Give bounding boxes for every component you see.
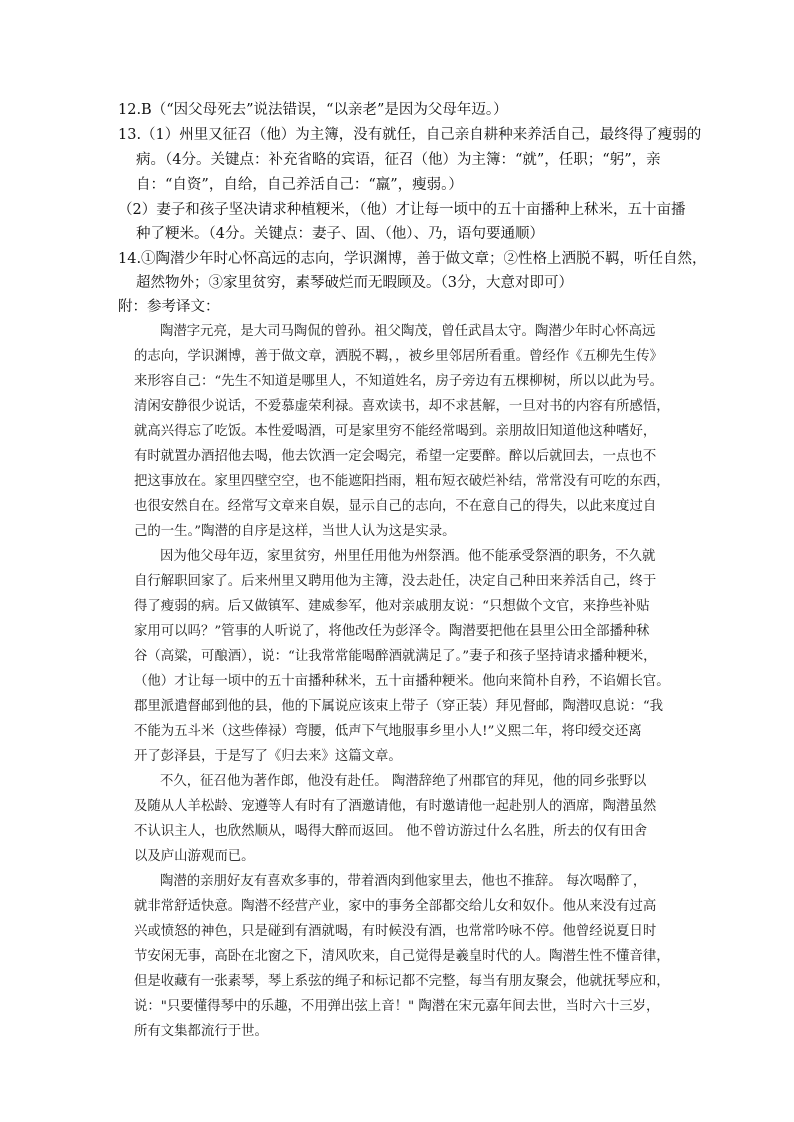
translation-line: 不认识主人，也欣然顺从，喝得大醉而返回。 他不曾访游过什么名胜，所去的仅有田舍 (134, 824, 648, 839)
translation-heading: 附：参考译文： (118, 299, 220, 315)
translation-line: 谷（高粱，可酿酒），说：“让我常常能喝醉酒就满足了。”妻子和孩子坚持请求播种粳米， (134, 649, 657, 664)
translation-line: 把这事放在。家里四壁空空，也不能遮阳挡雨，粗布短衣破烂补结，常常没有可吃的东西， (134, 474, 670, 489)
answer-13-part1-cont2: 自：“自资”，自给，自己养活自己：“羸”，瘦弱。） (136, 177, 463, 193)
translation-line: 陶潜字元亮，是大司马陶侃的曾孙。祖父陶茂，曾任武昌太守。陶潜少年时心怀高远 (160, 324, 656, 339)
translation-line: 兴或愤怒的神色，只是碰到有酒就喝，有时候没有酒，也常常吟咏不停。他曾经说夏日时 (134, 924, 657, 939)
translation-line: 及随从人羊松龄、宠遵等人有时有了酒邀请他，有时邀请他一起赴别人的酒席，陶潜虽然 (134, 799, 657, 814)
answer-13-part2-cont: 种了粳米。（4分。关键点：妻子、固、（他）、乃，语句要通顺） (136, 226, 544, 242)
answer-13-part1-cont: 病。（4分。关键点：补充省略的宾语，征召（他）为主簿：“就”，任职；“躬”，亲 (136, 152, 661, 168)
translation-line: 但是收藏有一张素琴，琴上系弦的绳子和标记都不完整，每当有朋友聚会，他就抚琴应和， (134, 974, 670, 989)
translation-line: 得了瘦弱的病。后又做镇军、建威参军，他对亲戚朋友说：“只想做个文官，来挣些补贴 (134, 599, 650, 614)
answer-14: 14.①陶潜少年时心怀高远的志向，学识渊博，善于做文章；②性格上洒脱不羁，听任自然， (118, 251, 707, 267)
translation-line: 家用可以吗？”管事的人听说了，将他改任为彭泽令。陶潜要把他在县里公田全部播种秫 (134, 624, 650, 639)
translation-line: 己的一生。”陶潜的自序是这样，当世人认为这是实录。 (134, 524, 456, 539)
translation-line: 有时就置办酒招他去喝，他去饮酒一定会喝完，希望一定要醉。醉以后就回去，一点也不 (134, 449, 657, 464)
translation-line: 就非常舒适快意。陶潜不经营产业，家中的事务全部都交给儿女和奴仆。他从来没有过高 (134, 899, 657, 914)
translation-line: 以及庐山游观而已。 (134, 849, 255, 864)
translation-line: 因为他父母年迈，家里贫穷，州里任用他为州祭酒。他不能承受祭酒的职务，不久就 (160, 549, 656, 564)
answer-13-part2: （2）妻子和孩子坚决请求种植粳米，（他）才让每一顷中的五十亩播种上秫米，五十亩播 (118, 202, 686, 218)
translation-line: 来形容自己：“先生不知道是哪里人，不知道姓名，房子旁边有五棵柳树，所以以此为号。 (134, 374, 664, 389)
answer-13-part1: 13.（1）州里又征召（他）为主簿，没有就任，自己亲自耕种来养活自己，最终得了瘦弱的 (118, 127, 702, 143)
translation-line: 节安闲无事，高卧在北窗之下，清风吹来，自己觉得是羲皇时代的人。陶潜生性不懂音律， (134, 949, 670, 964)
answer-14-cont: 超然物外；③家里贫穷，素琴破烂而无暇顾及。（3分，大意对即可） (136, 275, 573, 291)
translation-line: 陶潜的亲朋好友有喜欢多事的，带着酒肉到他家里去，他也不推辞。 每次喝醉了， (160, 874, 647, 889)
translation-line: 郡里派遣督邮到他的县，他的下属说应该束上带子（穿正装）拜见督邮，陶潜叹息说：“我 (134, 699, 664, 714)
translation-line: 不能为五斗米（这些俸禄）弯腰，低声下气地服事乡里小人!”义熙二年，将印绶交还离 (134, 724, 642, 739)
translation-line: 所有文集都流行于世。 (134, 1024, 268, 1039)
translation-line: 也很安然自在。经常写文章来自娱，显示自己的志向，不在意自己的得失，以此来度过自 (134, 499, 657, 514)
translation-line: 就高兴得忘了吃饭。本性爱喝酒，可是家里穷不能经常喝到。亲朋故旧知道他这种嗜好， (134, 424, 657, 439)
translation-line: 开了彭泽县，于是写了《归去来》这篇文章。 (134, 749, 402, 764)
answer-12: 12.B（“因父母死去”说法错误，“以亲老”是因为父母年迈。） (118, 102, 508, 118)
translation-line: 说："只要懂得琴中的乐趣，不用弹出弦上音！" 陶潜在宋元嘉年间去世，当时六十三岁， (134, 999, 660, 1014)
translation-line: 的志向，学识渊博，善于做文章，洒脱不羁，，被乡里邻居所看重。曾经作《五柳先生传》 (134, 349, 663, 364)
translation-line: 清闲安静很少说话，不爱慕虚荣利禄。喜欢读书，却不求甚解，一旦对书的内容有所感悟， (134, 399, 670, 414)
translation-line: （他）才让每一顷中的五十亩播种秫米，五十亩播种粳米。他向来简朴自矜，不谄媚长官。 (134, 674, 670, 689)
translation-line: 不久，征召他为著作郎，他没有赴任。 陶潜辞绝了州郡官的拜见，他的同乡张野以 (160, 774, 647, 789)
translation-line: 自行解职回家了。后来州里又聘用他为主簿，没去赴任，决定自己种田来养活自己，终于 (134, 574, 657, 589)
